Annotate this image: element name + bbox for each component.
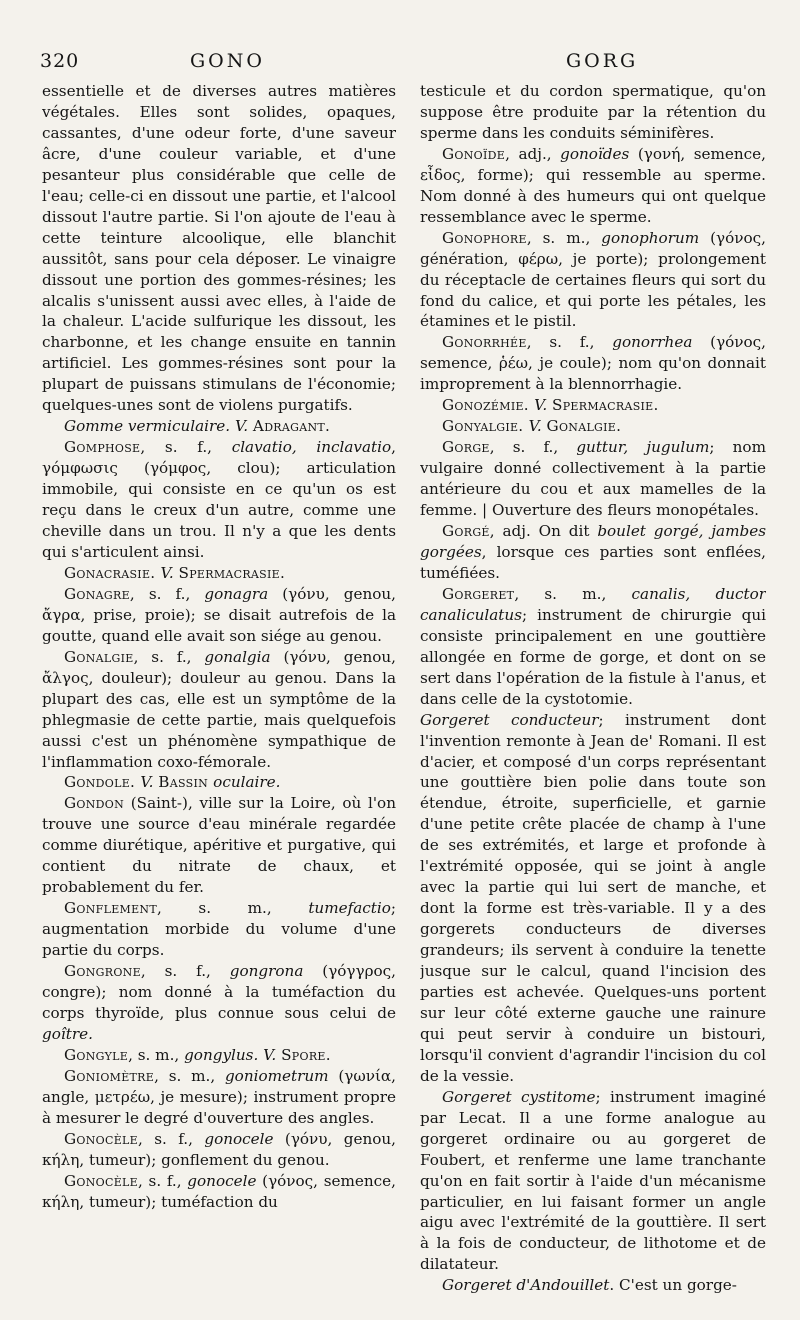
headword: Gonacrasie. <box>64 563 161 582</box>
italic-term: goître. <box>42 1024 93 1043</box>
headword: Spermacrasie. <box>552 396 659 415</box>
headword: Gonocèle <box>64 1171 138 1190</box>
right-running-head: GORG <box>566 50 639 72</box>
entry-text: , s. f., <box>137 1129 205 1148</box>
headword: Spermacrasie. <box>178 563 286 582</box>
entry-text: ; instrument dont l'invention remonte à Jean de' Romani. Il est d'acier, et composé d'un corps représentant une gouttière bien polie dans toute son étendue, étroite, superficielle, et garnie d'une petite crête placée de champ à l'une de ses extrémités, et large et profonde à l'extrémité opposée, qui se joint à angle avec la partie qui lui sert de manche, et dont la forme est très-variable. Il y a des gorgerets conducteurs de diverses grandeurs; ils servent à conduire la tenette jusque sur le calcul, quand l'incision des parties est achevée. Quelques-uns portent sur leur côté externe gauche une rainure qui peut servir à conduire un bistouri, lorsqu'il convient d'agrandir l'incision du col de la vessie. <box>420 710 766 1085</box>
entry-text: , lorsque ces parties sont enflées, tuméfiées. <box>420 542 766 582</box>
headword: Gorge <box>442 438 490 457</box>
entry-gonocele-2 <box>42 1171 396 1213</box>
entry-gondon <box>42 793 396 898</box>
entry-text: , s. f., <box>133 647 205 666</box>
entry-gorgeret-conducteur <box>420 710 766 1087</box>
italic-term: Gorgeret conducteur <box>420 710 599 729</box>
entry-gorgeret-cystitome <box>420 1087 766 1276</box>
italic-term: oculaire. <box>213 773 281 792</box>
italic-term: V. <box>160 563 179 582</box>
italic-term: gonorrhea <box>612 333 693 352</box>
entry-gorge <box>420 437 766 521</box>
entry-gonflement <box>42 898 396 961</box>
entry-text: ; nom vulgaire donné collectivement à la partie antérieure du cou et aux mamelles de la femme. | Ouverture des fleurs monopétales. <box>420 438 766 520</box>
entry-text: (γόνος, semence, κήλη, tumeur); tuméfaction du <box>42 1171 396 1211</box>
entry-text: (γονή, semence, εἶδος, forme); qui ressemble au sperme. Nom donné à des humeurs qui ont quelque ressemblance avec le sperme. <box>420 144 766 226</box>
entry-text: (γόνος, semence, ῥέω, je coule); nom qu'on donnait improprement à la blennorrhagie. <box>420 333 766 394</box>
headword: Gonagre <box>64 584 130 603</box>
italic-term: boulet gorgé, jambes gorgées <box>420 522 766 561</box>
entry-gonagre <box>42 584 396 647</box>
entry-text: (γωνία, angle, μετρέω, je mesure); instrument propre à mesurer le degré d'ouverture des angles. <box>42 1066 396 1127</box>
entry-text: , s. f., <box>140 962 230 981</box>
entry-gonophore <box>420 228 766 333</box>
headword: Spore. <box>281 1045 331 1064</box>
headword: Goniomètre <box>64 1066 155 1085</box>
italic-term: gongrona <box>229 962 304 981</box>
entry-goniometre <box>42 1066 396 1129</box>
italic-term: V. <box>140 773 159 792</box>
headword: Gonalgie <box>64 647 134 666</box>
headword: Gomphose <box>64 438 141 457</box>
entry-text: (γόνυ, genou, ἄλγος, douleur); douleur au genou. Dans la plupart des cas, elle est un symptôme de la phlegmasie de cette partie, mais quelquefois aussi c'est un phénomène sympathique de l'inflammation coxo-fémorale. <box>42 647 396 771</box>
entry-gorgeret <box>420 584 766 710</box>
headword: Bassin <box>158 773 214 792</box>
entry-gorge-adj <box>420 521 766 584</box>
entry-text: , γόμφωσις (γόμφος, clou); articulation immobile, qui consiste en ce qu'un os est reçu dans le creux d'un autre, comme une cheville dans un trou. Il n'y a que les dents qui s'articulent ainsi. <box>42 438 396 561</box>
headword: Gonflement <box>64 899 157 918</box>
italic-term: gonagra <box>204 584 269 603</box>
entry-gomphose <box>42 437 396 563</box>
entry-text: ; instrument de chirurgie qui consiste principalement en une gouttière allongée en forme de gorge, et dont on se sert dans l'opération de la fistule à l'anus, et dans celle de la cystotomie. <box>420 605 766 708</box>
italic-term: Gorgeret d'Andouillet <box>442 1276 610 1295</box>
entry-gonyalgie <box>420 416 766 437</box>
entry-gonoide <box>420 144 766 228</box>
italic-term: V. <box>528 417 547 436</box>
entry-text: ; instrument imaginé par Lecat. Il a une forme analogue au gorgeret ordinaire ou au gorgeret de Foubert, et renferme une lame tranchante qu'on en fait sortir à l'aide d'un mécanisme particulier, en lui faisant former un angle aigu avec l'extrémité de la gouttière. Il sert à la fois de conducteur, de lithotome et de dilatateur. <box>420 1087 766 1274</box>
entry-gomme-vermiculaire <box>42 416 396 437</box>
italic-term: gonalgia <box>204 647 271 666</box>
entry-gonocele-2-continued <box>420 81 766 144</box>
entry-text: . C'est un gorge- <box>609 1276 737 1295</box>
italic-term: gonophorum <box>601 228 700 247</box>
italic-term: V. <box>534 396 553 415</box>
italic-term: gongylus. V. <box>184 1045 282 1064</box>
entry-text: , s. f., <box>129 584 205 603</box>
page-number: 320 <box>40 50 80 72</box>
entry-text: , s. f., <box>137 1171 188 1190</box>
headword: Gongrone <box>64 962 141 981</box>
entry-text: , s. m., <box>514 584 632 603</box>
entry-text: , s. f., <box>140 438 232 457</box>
headword: Gonozémie. <box>442 396 535 415</box>
entry-gonalgie <box>42 647 396 773</box>
entry-text: essentielle et de diverses autres matières végétales. Elles sont solides, opaques, cassantes, d'une odeur forte, d'une saveur âcre, d'une couleur variable, et d'une pesanteur plus considérable que celle de l'eau; celle-ci en dissout une partie, et l'alcool dissout l'autre partie. Si l'on ajoute de l'eau à cette teinture alcoolique, elle blanchit aussitôt, sans pour cela déposer. Le vinaigre dissout une portion des gommes-résines; les alcalis s'unissent aussi avec elles, à l'aide de la chaleur. L'acide sulfurique les dissout, les charbonne, et les change ensuite en tannin artificiel. Les gommes-résines sont pour la plupart de puissans stimulans de l'économie; quelques-unes sont de violens purgatifs. <box>42 82 396 415</box>
entry-gondole <box>42 772 396 793</box>
entry-text: , s. f., <box>489 438 577 457</box>
entry-gorgeret-andouillet <box>420 1275 766 1296</box>
entry-gongyle <box>42 1045 396 1066</box>
italic-term: guttur, jugulum <box>576 438 710 457</box>
entry-gonocele-1 <box>42 1129 396 1171</box>
headword: Gongyle <box>64 1045 129 1064</box>
entry-text: (γόγγρος, congre); nom donné à la tuméfaction du corps thyroïde, plus connue sous celui de <box>42 962 396 1022</box>
entry-text: , s. m., <box>526 228 602 247</box>
italic-term: tumefactio <box>308 899 391 918</box>
headword: Gonocèle <box>64 1129 138 1148</box>
headword: Gonalgie. <box>546 417 622 436</box>
entry-text: (Saint-), ville sur la Loire, où l'on trouve une source d'eau minérale regardée comme diurétique, apéritive et purgative, qui contient du nitrate de chaux, et probablement du fer. <box>42 794 396 897</box>
headword: Gorgé <box>442 522 490 541</box>
headword: Gonyalgie. <box>442 417 529 436</box>
italic-term: clavatio, inclavatio <box>231 438 392 457</box>
running-header <box>0 50 800 82</box>
entry-gongrone <box>42 961 396 1045</box>
headword: Gorgeret <box>442 584 515 603</box>
entry-resines-continued <box>42 81 396 416</box>
italic-term: gonocele <box>204 1129 274 1148</box>
entry-text: testicule et du cordon spermatique, qu'on suppose être produite par la rétention du sperme dans les conduits séminifères. <box>420 82 766 142</box>
headword: Gonoïde <box>442 144 506 163</box>
entry-gonacrasie <box>42 563 396 584</box>
entry-text: , adj. On dit <box>489 522 598 541</box>
italic-term: gonocele <box>187 1171 257 1190</box>
italic-term: goniometrum <box>224 1066 329 1085</box>
entry-text: , s. m., <box>154 1066 225 1085</box>
entry-gonozemie <box>420 395 766 416</box>
italic-term: canalis, ductor canaliculatus <box>420 584 766 624</box>
headword: Adragant. <box>252 417 331 436</box>
entry-gonorrhee <box>420 332 766 395</box>
entry-text: , s. m., <box>157 899 309 918</box>
italic-term: Gomme vermiculaire. V. <box>64 417 253 436</box>
entry-text: ; augmentation morbide du volume d'une partie du corps. <box>42 899 396 960</box>
entry-text: , s. f., <box>526 333 613 352</box>
entry-text: (γόνυ, genou, κήλη, tumeur); gonflement du genou. <box>42 1129 396 1169</box>
entry-text: , adj., <box>505 144 561 163</box>
left-column <box>42 81 396 1306</box>
italic-term: Gorgeret cystitome <box>442 1087 596 1106</box>
italic-term: gonoïdes <box>560 144 630 163</box>
headword: Gonorrhée <box>442 333 527 352</box>
entry-text: (γόνος, génération, φέρω, je porte); prolongement du réceptacle de certaines fleurs qui sort du fond du calice, et qui porte les pétales, les étamines et le pistil. <box>420 228 766 331</box>
headword: Gondole. <box>64 773 141 792</box>
headword: Gondon <box>64 794 125 813</box>
headword: Gonophore <box>442 228 527 247</box>
entry-text: (γόνυ, genou, ἄγρα, prise, proie); se disait autrefois de la goutte, quand elle avait son siége au genou. <box>42 584 396 645</box>
left-running-head: GONO <box>190 50 265 72</box>
entry-text: , s. m., <box>128 1045 185 1064</box>
right-column <box>420 81 766 1306</box>
